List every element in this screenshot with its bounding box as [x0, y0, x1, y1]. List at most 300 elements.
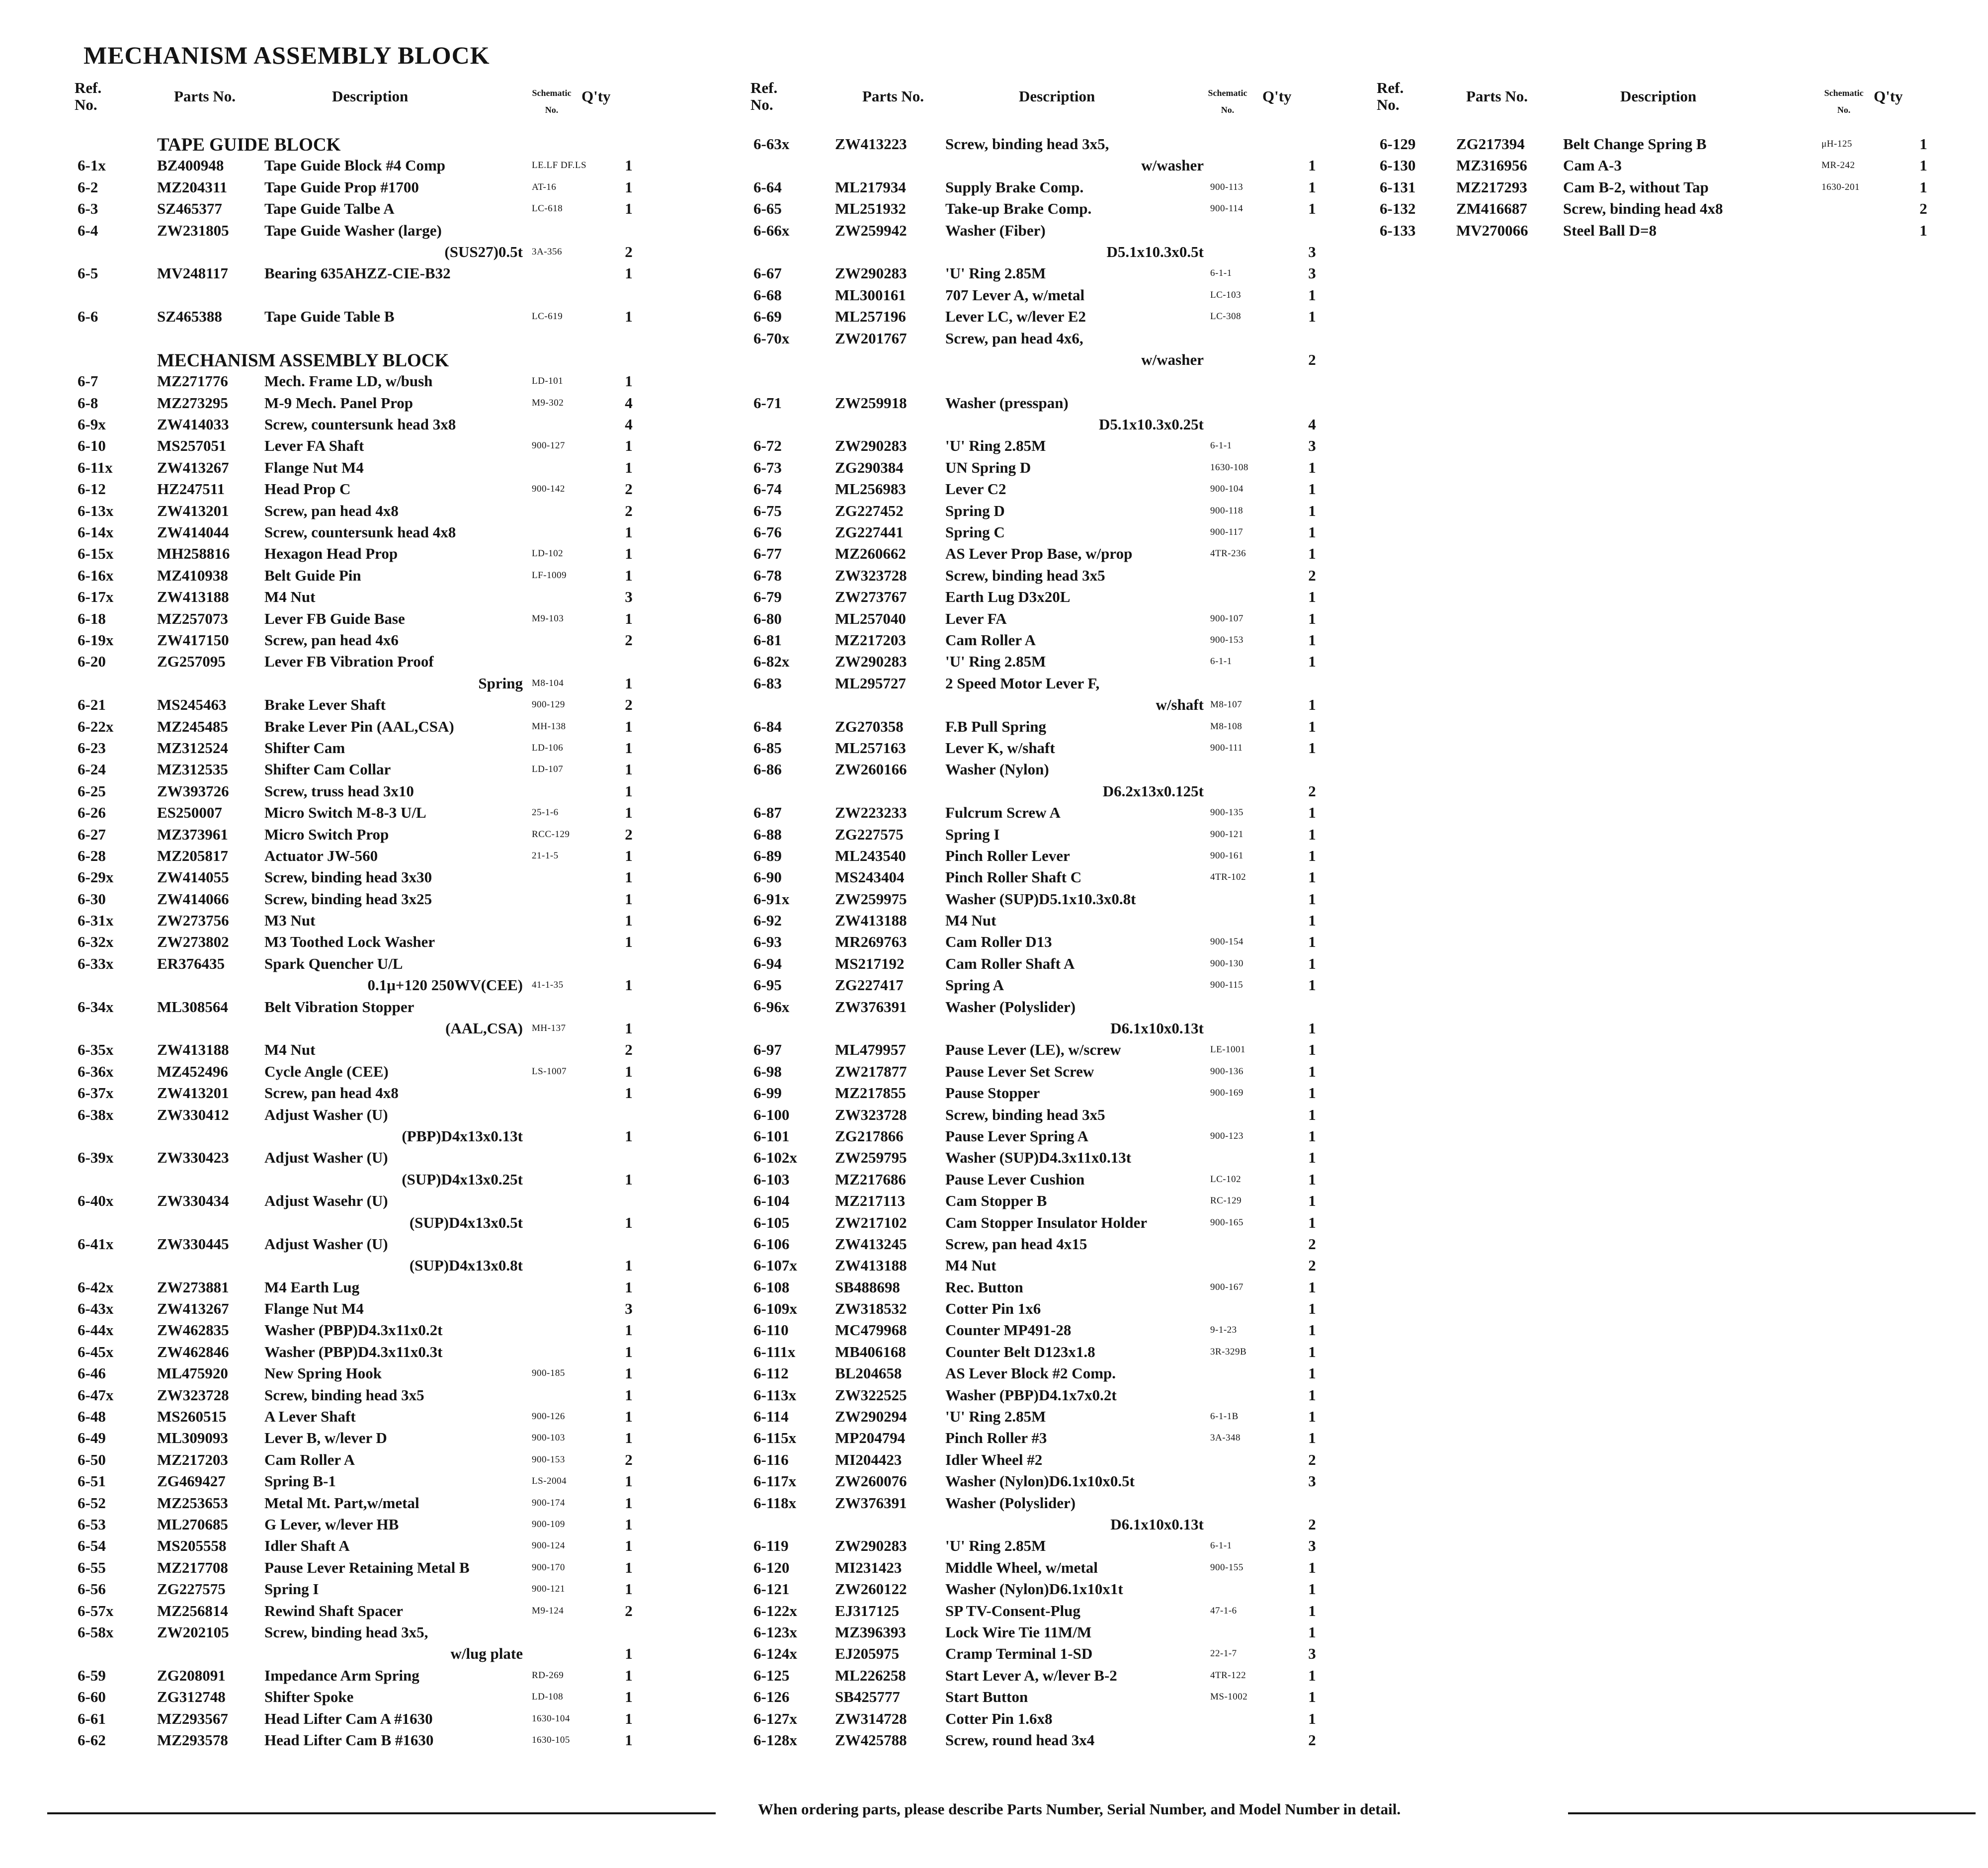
- ref-no: 6-89: [753, 847, 782, 864]
- parts-row: [750, 1082, 1342, 1104]
- ref-no: 6-81: [753, 631, 782, 649]
- part-description: Pause Lever Retaining Metal B: [264, 1558, 470, 1576]
- part-no: ZW330412: [157, 1105, 229, 1123]
- part-description: A Lever Shaft: [264, 1408, 356, 1426]
- ref-no: 6-8: [78, 394, 98, 412]
- part-description: Cycle Angle (CEE): [264, 1062, 389, 1080]
- ref-no: 6-116: [753, 1450, 789, 1468]
- ref-no: 6-111x: [753, 1343, 796, 1360]
- ref-no: 6-99: [753, 1084, 782, 1102]
- part-no: ZW376391: [835, 998, 907, 1016]
- parts-row: [75, 608, 646, 629]
- ref-no: 6-20: [78, 653, 106, 671]
- parts-row: [750, 1104, 1342, 1125]
- parts-row: [750, 435, 1342, 456]
- part-description: Screw, round head 3x4: [945, 1731, 1095, 1749]
- schematic-no: M8-107: [1210, 699, 1242, 710]
- part-no: ZW413188: [157, 1041, 229, 1059]
- part-no: MZ293578: [157, 1731, 228, 1749]
- part-no: MZ217708: [157, 1558, 228, 1576]
- part-description: M3 Toothed Lock Washer: [264, 933, 435, 951]
- ref-no: 6-107x: [753, 1257, 797, 1274]
- part-description-cont: (SUS27)0.5t: [444, 243, 523, 260]
- parts-row: [750, 953, 1342, 974]
- schematic-no: 25-1-6: [532, 807, 559, 818]
- part-description-cont: (SUP)D4x13x0.5t: [409, 1213, 523, 1231]
- schematic-no: 900-170: [532, 1562, 565, 1573]
- ordering-note: When ordering parts, please describe Parts Number, Serial Number, and Model Number in detail.: [758, 1800, 1401, 1818]
- ref-no: 6-92: [753, 912, 782, 930]
- ref-no: 6-98: [753, 1062, 782, 1080]
- part-no: MZ245485: [157, 717, 228, 735]
- quantity: 1: [1308, 286, 1316, 304]
- ref-no: 6-56: [78, 1580, 106, 1598]
- part-no: SZ465377: [157, 200, 222, 218]
- quantity: 1: [625, 804, 633, 822]
- ref-no: 6-50: [78, 1450, 106, 1468]
- part-description: Cotter Pin 1x6: [945, 1300, 1041, 1318]
- part-no: MZ257073: [157, 609, 228, 627]
- schematic-no: AT-16: [532, 181, 557, 192]
- part-no: ZW273767: [835, 588, 907, 606]
- parts-row: [750, 1643, 1342, 1664]
- quantity: 1: [1308, 1623, 1316, 1641]
- ref-no: 6-121: [753, 1580, 790, 1598]
- part-description: Cam B-2, without Tap: [1563, 178, 1709, 196]
- schematic-no: LD-107: [532, 764, 564, 775]
- parts-row: [750, 1039, 1342, 1060]
- ref-no: 6-26: [78, 804, 106, 822]
- part-description: Flange Nut M4: [264, 1300, 364, 1318]
- parts-column-2: [750, 80, 1342, 1751]
- quantity: 1: [1919, 157, 1927, 174]
- ref-no: 6-66x: [753, 221, 790, 239]
- part-no: MZ293567: [157, 1709, 228, 1727]
- part-description: Cam Roller Shaft A: [945, 954, 1075, 972]
- quantity: 2: [1308, 1731, 1316, 1749]
- schematic-no: 900-169: [1210, 1088, 1243, 1099]
- part-no: MZ312535: [157, 761, 228, 778]
- part-no: ZW323728: [835, 566, 907, 584]
- quantity: 1: [625, 1170, 633, 1188]
- part-no: ML308564: [157, 998, 228, 1016]
- quantity: 1: [625, 782, 633, 800]
- part-description: Counter MP491-28: [945, 1321, 1072, 1339]
- quantity: 1: [1308, 825, 1316, 843]
- parts-row: [750, 1319, 1342, 1341]
- part-no: MZ217293: [1456, 178, 1527, 196]
- parts-row: [1377, 176, 1938, 198]
- part-no: ML257196: [835, 308, 906, 326]
- schematic-no: 1630-108: [1210, 462, 1248, 473]
- parts-row: [750, 1169, 1342, 1190]
- quantity: 1: [625, 1537, 633, 1555]
- quantity: 1: [625, 674, 633, 692]
- schematic-no: LC-102: [1210, 1174, 1242, 1185]
- part-description: Shifter Cam: [264, 739, 345, 757]
- quantity: 1: [1308, 1321, 1316, 1339]
- parts-row: [750, 974, 1342, 996]
- part-no: ZG227575: [835, 825, 904, 843]
- quantity: 1: [1308, 1558, 1316, 1576]
- ref-no: 6-16x: [78, 566, 114, 584]
- parts-row: [750, 1125, 1342, 1147]
- ref-no: 6-76: [753, 523, 782, 541]
- parts-row-continuation: [750, 1018, 1342, 1039]
- quantity: 3: [1308, 1537, 1316, 1555]
- parts-row: [75, 759, 646, 780]
- quantity: 2: [1919, 200, 1927, 218]
- header-ref-line: No.: [1377, 96, 1400, 113]
- quantity: 4: [625, 416, 633, 433]
- parts-row: [750, 262, 1342, 284]
- part-no: ZW273881: [157, 1278, 229, 1296]
- parts-row-continuation: [75, 1169, 646, 1190]
- part-no: MZ410938: [157, 566, 228, 584]
- quantity: 1: [1308, 1127, 1316, 1145]
- quantity: 2: [1308, 566, 1316, 584]
- part-no: ZW290283: [835, 1537, 907, 1555]
- part-no: MZ217203: [157, 1450, 228, 1468]
- quantity: 1: [1308, 890, 1316, 908]
- part-no: ML295727: [835, 674, 906, 692]
- parts-row: [750, 651, 1342, 672]
- quantity: 1: [625, 308, 633, 326]
- part-no: ZW413267: [157, 458, 229, 476]
- schematic-no: 1630-104: [532, 1713, 570, 1724]
- schematic-no: 900-136: [1210, 1066, 1243, 1077]
- header-schematic-line: No.: [1221, 105, 1235, 115]
- schematic-no: RD-269: [532, 1670, 564, 1681]
- ref-no: 6-35x: [78, 1041, 114, 1059]
- part-no: ZW414044: [157, 523, 229, 541]
- part-no: MZ273295: [157, 394, 228, 412]
- quantity: 1: [625, 976, 633, 994]
- quantity: 1: [1919, 178, 1927, 196]
- part-description-cont: (SUP)D4x13x0.25t: [402, 1170, 523, 1188]
- ref-no: 6-34x: [78, 998, 114, 1016]
- quantity: 1: [625, 1645, 633, 1663]
- parts-row: [750, 1212, 1342, 1233]
- parts-row: [750, 1492, 1342, 1514]
- part-description-cont: D6.2x13x0.125t: [1102, 782, 1204, 800]
- header-ref-no: [75, 80, 101, 113]
- parts-row: [75, 1665, 646, 1686]
- parts-row: [750, 1362, 1342, 1384]
- part-no: ZW413188: [835, 912, 907, 930]
- part-no: ZW314728: [835, 1709, 907, 1727]
- parts-row: [750, 543, 1342, 564]
- quantity: 4: [625, 394, 633, 412]
- ref-no: 6-122x: [753, 1602, 797, 1619]
- quantity: 1: [625, 1364, 633, 1382]
- part-description: Washer (Polyslider): [945, 998, 1076, 1016]
- schematic-no: 4TR-102: [1210, 872, 1246, 883]
- parts-row: [75, 1319, 646, 1341]
- part-no: ZW393726: [157, 782, 229, 800]
- part-description: Screw, binding head 3x5,: [264, 1623, 428, 1641]
- quantity: 2: [625, 696, 633, 714]
- part-description: Cam Roller A: [945, 631, 1036, 649]
- ref-no: 6-46: [78, 1364, 106, 1382]
- quantity: 1: [625, 178, 633, 196]
- schematic-no: 21-1-5: [532, 850, 559, 861]
- part-description-cont: w/washer: [1141, 350, 1204, 368]
- part-no: MS205558: [157, 1537, 227, 1555]
- part-description: Pause Stopper: [945, 1084, 1040, 1102]
- quantity: 1: [1308, 847, 1316, 864]
- part-description: Washer (Nylon)D6.1x10x0.5t: [945, 1472, 1135, 1490]
- ref-no: 6-36x: [78, 1062, 114, 1080]
- parts-row: [75, 888, 646, 910]
- parts-row: [75, 500, 646, 521]
- column-header: [75, 80, 646, 133]
- parts-row: [75, 1492, 646, 1514]
- part-description: Washer (presspan): [945, 394, 1069, 412]
- parts-row: [75, 1298, 646, 1319]
- part-description: Shifter Cam Collar: [264, 761, 391, 778]
- quantity: 1: [1308, 1580, 1316, 1598]
- parts-row: [75, 1233, 646, 1255]
- part-description: Cam Roller A: [264, 1450, 355, 1468]
- part-description: 707 Lever A, w/metal: [945, 286, 1085, 304]
- parts-row: [750, 586, 1342, 607]
- part-description: Pinch Roller Shaft C: [945, 868, 1082, 886]
- parts-row: [750, 824, 1342, 845]
- parts-row: [750, 1190, 1342, 1211]
- part-no: ZW413201: [157, 502, 229, 519]
- part-no: ZG227575: [157, 1580, 226, 1598]
- part-description: Screw, pan head 4x15: [945, 1235, 1087, 1253]
- part-no: EJ205975: [835, 1645, 900, 1663]
- quantity: 1: [1308, 480, 1316, 498]
- quantity: 1: [1308, 1062, 1316, 1080]
- schematic-no: RC-129: [1210, 1195, 1242, 1206]
- ref-no: 6-131: [1380, 178, 1416, 196]
- parts-row: [75, 737, 646, 759]
- part-description: M4 Nut: [945, 1257, 996, 1274]
- quantity: 1: [1308, 588, 1316, 606]
- part-no: HZ247511: [157, 480, 225, 498]
- part-description: Metal Mt. Part,w/metal: [264, 1494, 419, 1512]
- parts-row: [75, 1362, 646, 1384]
- ref-no: 6-41x: [78, 1235, 114, 1253]
- part-description: Tape Guide Washer (large): [264, 221, 442, 239]
- part-no: MV270066: [1456, 221, 1528, 239]
- ref-no: 6-42x: [78, 1278, 114, 1296]
- parts-row: [75, 1557, 646, 1578]
- part-no: ZG227452: [835, 502, 904, 519]
- parts-row: [750, 1384, 1342, 1406]
- ref-no: 6-58x: [78, 1623, 114, 1641]
- part-description: Cotter Pin 1.6x8: [945, 1709, 1053, 1727]
- quantity: 1: [625, 1278, 633, 1296]
- quantity: 1: [625, 912, 633, 930]
- part-no: MZ316956: [1456, 157, 1527, 174]
- part-description: Adjust Washer (U): [264, 1149, 388, 1167]
- quantity: 1: [625, 437, 633, 455]
- part-description: Pinch Roller #3: [945, 1429, 1047, 1447]
- header-schematic-line: No.: [1837, 105, 1851, 115]
- part-no: MZ217203: [835, 631, 906, 649]
- part-description: Washer (Polyslider): [945, 1494, 1076, 1512]
- part-description: Cam A-3: [1563, 157, 1622, 174]
- header-ref-no: [750, 80, 777, 113]
- quantity: 1: [625, 739, 633, 757]
- part-description: Head Lifter Cam B #1630: [264, 1731, 434, 1749]
- part-description: Screw, binding head 3x30: [264, 868, 432, 886]
- quantity: 1: [625, 458, 633, 476]
- ref-no: 6-120: [753, 1558, 790, 1576]
- parts-row: [750, 176, 1342, 198]
- ref-no: 6-75: [753, 502, 782, 519]
- section-heading: MECHANISM ASSEMBLY BLOCK: [157, 350, 449, 371]
- part-description: M4 Earth Lug: [264, 1278, 360, 1296]
- quantity: 1: [1308, 1192, 1316, 1210]
- part-description: Middle Wheel, w/metal: [945, 1558, 1098, 1576]
- quantity: 1: [1308, 739, 1316, 757]
- parts-row: [75, 1082, 646, 1104]
- schematic-no: 900-121: [532, 1584, 565, 1595]
- part-description: Start Lever A, w/lever B-2: [945, 1666, 1117, 1684]
- ref-no: 6-85: [753, 739, 782, 757]
- parts-row-continuation: [75, 241, 646, 262]
- parts-row: [750, 1276, 1342, 1298]
- parts-row: [750, 565, 1342, 586]
- quantity: 2: [1308, 1450, 1316, 1468]
- ref-no: 6-53: [78, 1516, 106, 1533]
- parts-row: [750, 500, 1342, 521]
- part-description: Washer (PBP)D4.3x11x0.2t: [264, 1321, 443, 1339]
- quantity: 1: [625, 372, 633, 390]
- parts-row: [75, 435, 646, 456]
- parts-row: [750, 737, 1342, 759]
- parts-row: [750, 392, 1342, 414]
- quantity: 1: [625, 933, 633, 951]
- parts-row-continuation: [75, 974, 646, 996]
- quantity: 3: [625, 588, 633, 606]
- part-description: Counter Belt D123x1.8: [945, 1343, 1095, 1360]
- parts-row: [75, 716, 646, 737]
- part-no: ML270685: [157, 1516, 228, 1533]
- schematic-no: M9-302: [532, 397, 564, 408]
- quantity: 2: [625, 1602, 633, 1619]
- header-description: Description: [1019, 87, 1095, 105]
- ref-no: 6-12: [78, 480, 106, 498]
- schematic-no: LD-101: [532, 376, 564, 387]
- parts-row-continuation: [75, 1125, 646, 1147]
- ref-no: 6-30: [78, 890, 106, 908]
- ref-no: 6-72: [753, 437, 782, 455]
- ref-no: 6-33x: [78, 954, 114, 972]
- part-description: Lever FA: [945, 609, 1007, 627]
- part-no: ML257040: [835, 609, 906, 627]
- ref-no: 6-15x: [78, 545, 114, 563]
- quantity: 2: [625, 243, 633, 260]
- part-description: UN Spring D: [945, 458, 1031, 476]
- ref-no: 6-87: [753, 804, 782, 822]
- ref-no: 6-44x: [78, 1321, 114, 1339]
- ref-no: 6-25: [78, 782, 106, 800]
- ref-no: 6-91x: [753, 890, 790, 908]
- quantity: 1: [1308, 1213, 1316, 1231]
- parts-row-continuation: [750, 1514, 1342, 1535]
- part-no: MZ452496: [157, 1062, 228, 1080]
- quantity: 3: [625, 1300, 633, 1318]
- ref-no: 6-114: [753, 1408, 789, 1426]
- ref-no: 6-67: [753, 264, 782, 282]
- parts-row: [750, 608, 1342, 629]
- ref-no: 6-68: [753, 286, 782, 304]
- parts-row: [750, 328, 1342, 349]
- quantity: 1: [625, 1084, 633, 1102]
- part-description: Lever C2: [945, 480, 1006, 498]
- ref-no: 6-40x: [78, 1192, 114, 1210]
- quantity: 1: [625, 1127, 633, 1145]
- part-description: Head Lifter Cam A #1630: [264, 1709, 433, 1727]
- quantity: 1: [1308, 1149, 1316, 1167]
- parts-row: [750, 1578, 1342, 1600]
- schematic-no: 900-161: [1210, 850, 1243, 861]
- part-description: Spring A: [945, 976, 1004, 994]
- part-description: 'U' Ring 2.85M: [945, 653, 1046, 671]
- parts-row: [750, 629, 1342, 651]
- part-description-cont: (AAL,CSA): [445, 1019, 523, 1037]
- ref-no: 6-103: [753, 1170, 790, 1188]
- header-schematic-no: [1819, 85, 1869, 118]
- part-no: MZ260662: [835, 545, 906, 563]
- part-no: MZ253653: [157, 1494, 228, 1512]
- part-description: AS Lever Prop Base, w/prop: [945, 545, 1133, 563]
- schematic-no: LF-1009: [532, 570, 567, 581]
- schematic-no: LS-1007: [532, 1066, 567, 1077]
- part-description: 'U' Ring 2.85M: [945, 1537, 1046, 1555]
- parts-row: [750, 133, 1342, 155]
- ref-no: 6-78: [753, 566, 782, 584]
- quantity: 1: [625, 717, 633, 735]
- quantity: 1: [625, 1731, 633, 1749]
- parts-row: [75, 1104, 646, 1125]
- part-no: ZW290283: [835, 653, 907, 671]
- parts-row: [750, 1600, 1342, 1621]
- parts-row: [75, 521, 646, 543]
- spacer-row: [75, 284, 646, 306]
- schematic-no: 22-1-7: [1210, 1648, 1237, 1659]
- part-description-cont: D5.1x10.3x0.5t: [1106, 243, 1204, 260]
- part-no: ER376435: [157, 954, 225, 972]
- part-no: MP204794: [835, 1429, 906, 1447]
- quantity: 3: [1308, 1645, 1316, 1663]
- part-no: MS260515: [157, 1408, 227, 1426]
- part-description: Adjust Washer (U): [264, 1105, 388, 1123]
- quantity: 3: [1308, 437, 1316, 455]
- part-no: MZ312524: [157, 739, 228, 757]
- schematic-no: 1630-201: [1822, 181, 1860, 192]
- part-description-cont: w/washer: [1141, 157, 1204, 174]
- quantity: 1: [1308, 1709, 1316, 1727]
- schematic-no: 47-1-6: [1210, 1605, 1237, 1616]
- ref-no: 6-93: [753, 933, 782, 951]
- parts-row: [75, 1729, 646, 1751]
- quantity: 1: [1308, 1343, 1316, 1360]
- parts-row: [750, 1535, 1342, 1556]
- column-header: [1377, 80, 1938, 133]
- ref-no: 6-71: [753, 394, 782, 412]
- schematic-no: LC-618: [532, 203, 563, 214]
- schematic-no: 900-118: [1210, 505, 1243, 516]
- parts-row: [75, 866, 646, 888]
- parts-row-continuation: [75, 1212, 646, 1233]
